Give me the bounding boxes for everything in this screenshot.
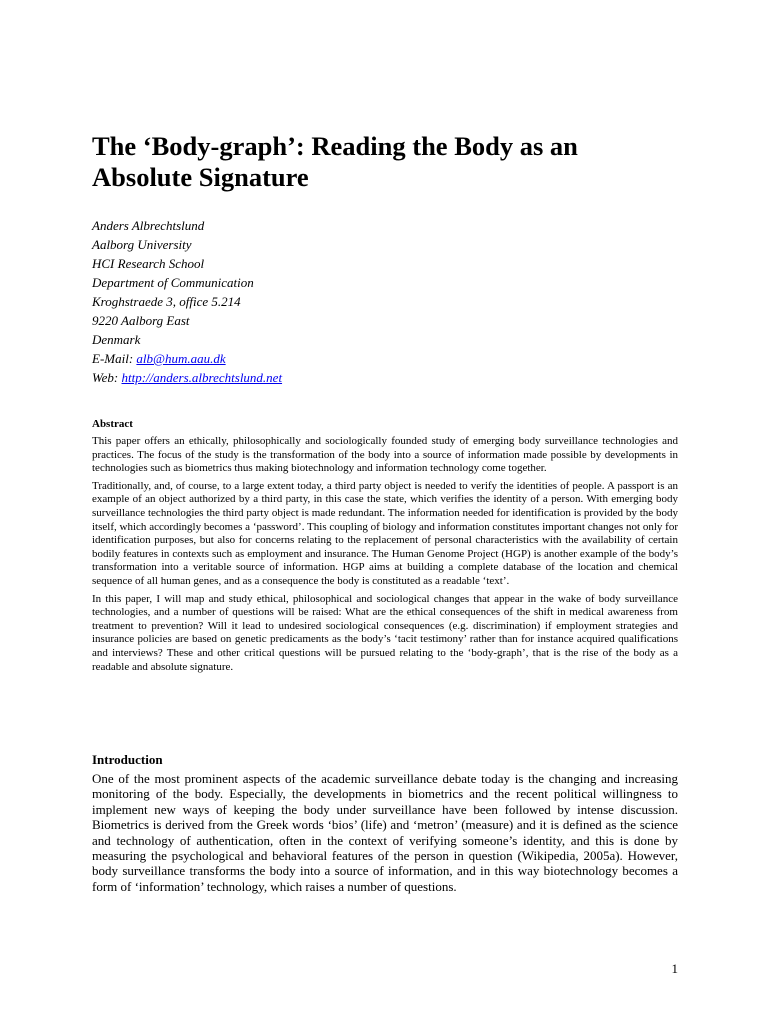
abstract-paragraph-3: In this paper, I will map and study ethical, philosophical and sociological changes that appear in the wake of body surveillance technologies, and a number of questions will be raised: What are the ethical consequences of the shift in medical awareness from treatment to prevention? Will it lead to undesired sociological consequences (e.g. discrimination) if employment strategies and insurance policies are based on genetic predicaments as the body’s ‘tacit testimony’ rather than for instance acquired qualifications and interviews? These and other critical questions will be pursued relating to the ‘body-graph’, that is the rise of the body as a readable and absolute signature. [92, 592, 678, 673]
introduction-heading: Introduction [92, 752, 163, 767]
abstract-paragraph-1: This paper offers an ethically, philosophically and sociologically founded study of emerging body surveillance technologies and practices. The focus of the study is the transformation of the body into a source of information made possible by developments in technologies such as biometrics thus making biotechnology and information technology come together. [92, 435, 678, 475]
author-department: Department of Communication [92, 275, 254, 290]
email-link[interactable]: alb@hum.aau.dk [136, 351, 226, 366]
author-university: Aalborg University [92, 237, 192, 252]
author-email-line [92, 349, 678, 368]
abstract-body [92, 435, 678, 678]
author-web-line [92, 368, 678, 387]
author-city: 9220 Aalborg East [92, 313, 190, 328]
author-block [92, 216, 678, 387]
author-name: Anders Albrechtslund [92, 218, 205, 233]
abstract-heading: Abstract [92, 418, 133, 430]
abstract-paragraph-2: Traditionally, and, of course, to a large extent today, a third party object is needed to verify the identities of people. A passport is an example of an object authorized by a third party, in this case the state, which verifies the identity of a person. With emerging body surveillance technologies the third party object is made redundant. The information needed for identification is provided by the body itself, which accordingly becomes a ‘password’. This coupling of biology and information constitutes important changes not only for identification purposes, but also for concerns relating to the replacement of personal characteristics with the availability of certain bodily features in contexts such as employment and insurance. The Human Genome Project (HGP) is another example of the body’s transformation into a veritable source of information. HGP aims at building a complete database of the location and chemical sequence of all human genes, and as a consequence the body is constituted as a readable ‘text’. [92, 479, 678, 587]
web-link[interactable]: http://anders.albrechtslund.net [121, 370, 283, 385]
email-label: E-Mail: [92, 351, 134, 366]
author-country: Denmark [92, 332, 141, 347]
paper-title: The ‘Body-graph’: Reading the Body as an Absolute Signature [92, 131, 578, 192]
page-number: 1 [671, 961, 678, 976]
author-school: HCI Research School [92, 256, 205, 271]
author-street: Kroghstraede 3, office 5.214 [92, 294, 241, 309]
web-label: Web: [92, 370, 119, 385]
introduction-paragraph: One of the most prominent aspects of the academic surveillance debate today is the changing and increasing monitoring of the body. Especially, the developments in biometrics and the recent political willingness to implement new ways of keeping the body under surveillance have been followed by intense discussion. Biometrics is derived from the Greek words ‘bios’ (life) and ‘metron’ (measure) and it is defined as the science and technology of authentication, often in the context of verifying someone’s identity, and this is done by measuring the psychological and behavioral features of the person in question (Wikipedia, 2005a). However, body surveillance transforms the body into a source of information, and in this way biotechnology becomes a form of ‘information’ technology, which raises a number of questions. [92, 771, 678, 894]
paper-page [92, 0, 678, 1024]
